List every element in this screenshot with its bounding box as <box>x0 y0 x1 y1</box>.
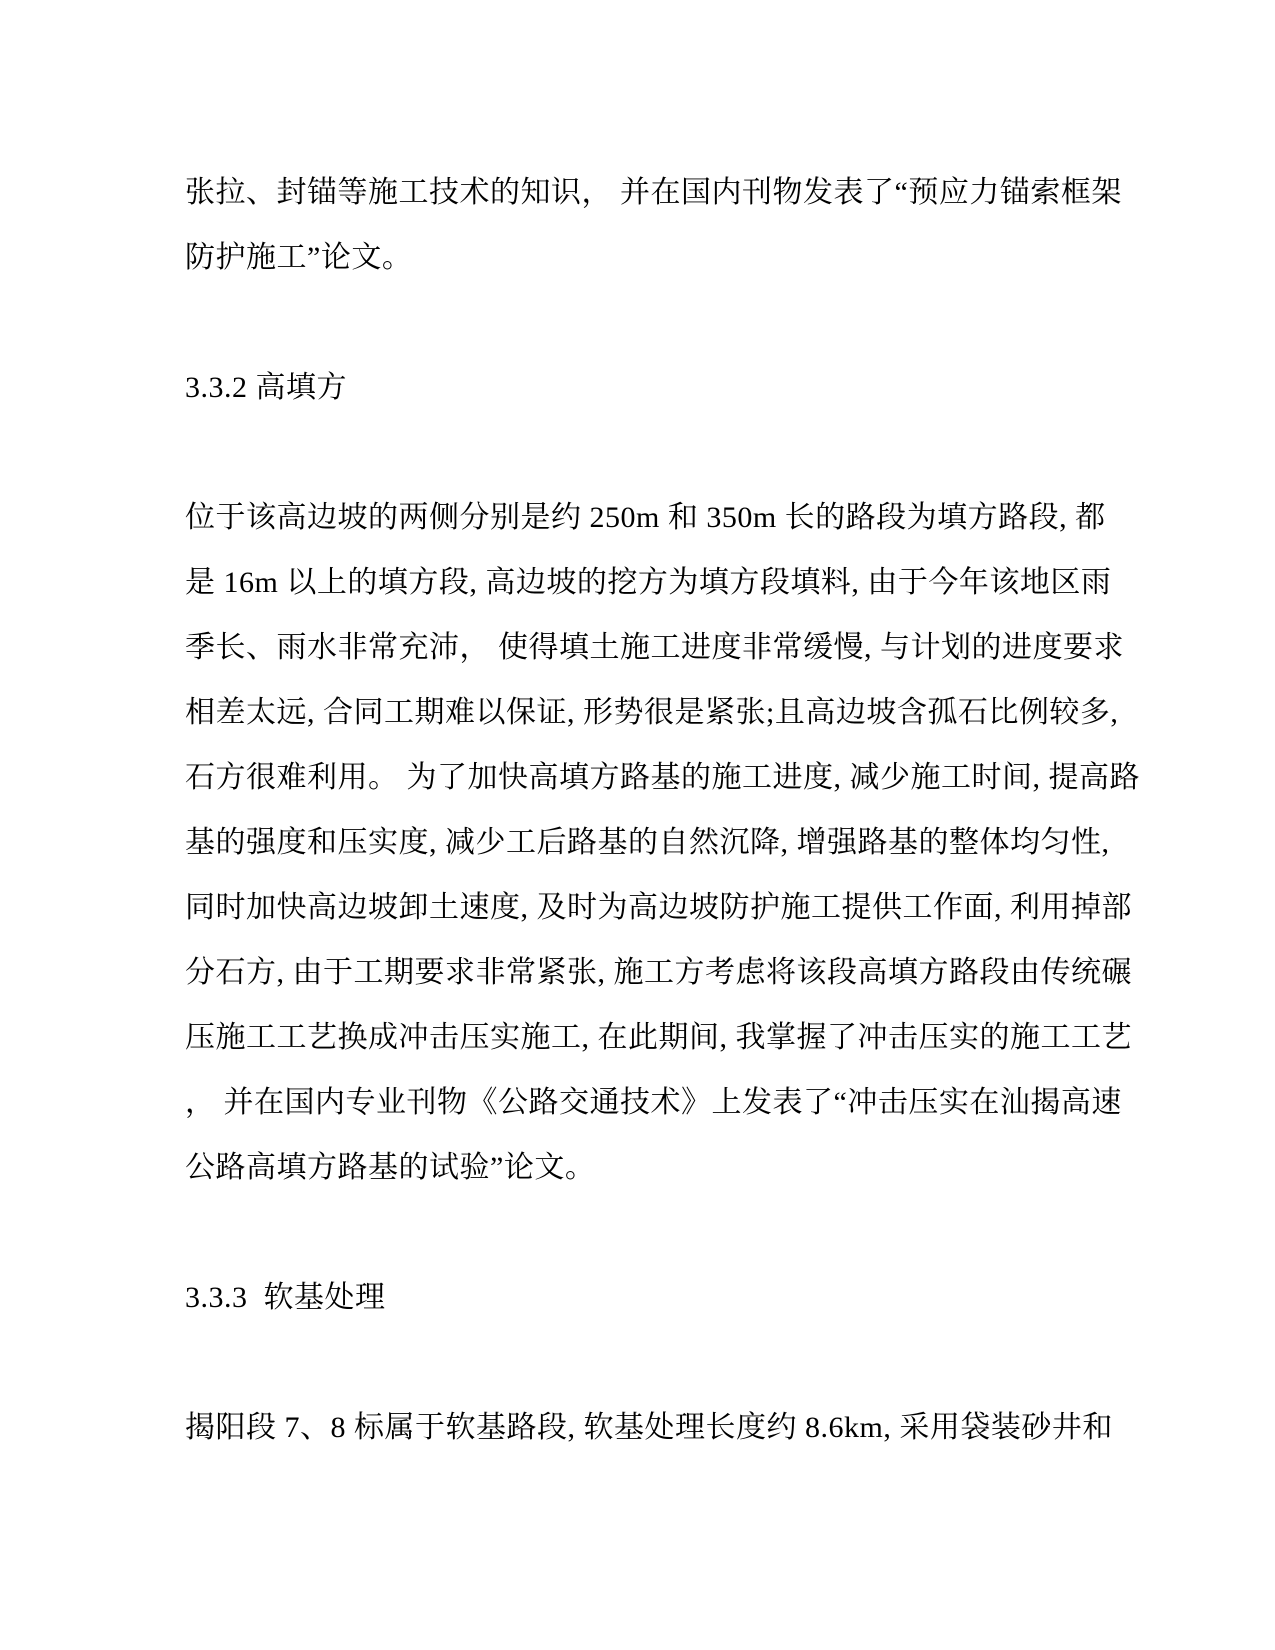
text-line: 基的强度和压实度, 减少工后路基的自然沉降, 增强路基的整体均匀性, <box>185 826 1110 859</box>
text-line: 揭阳段 7、8 标属于软基路段, 软基处理长度约 8.6km, 采用袋装砂井和 <box>185 1411 1113 1444</box>
text-line: 张拉、封锚等施工技术的知识， 并在国内刊物发表了“预应力锚索框架 <box>185 176 1122 209</box>
text-line: 位于该高边坡的两侧分别是约 250m 和 350m 长的路段为填方路段, 都 <box>185 501 1106 534</box>
text-line: 同时加快高边坡卸土速度, 及时为高边坡防护施工提供工作面, 利用掉部 <box>185 891 1132 924</box>
text-line: 是 16m 以上的填方段, 高边坡的挖方为填方段填料, 由于今年该地区雨 <box>185 566 1112 599</box>
text-line: 分石方, 由于工期要求非常紧张, 施工方考虑将该段高填方路段由传统碾 <box>185 956 1132 989</box>
paragraph-soft-base <box>185 1395 1115 1460</box>
paragraph-intro-end <box>185 160 1122 290</box>
text-line: 防护施工”论文。 <box>185 241 413 274</box>
text-line: 相差太远, 合同工期难以保证, 形势很是紧张;且高边坡含孤石比例较多, <box>185 696 1119 729</box>
text-line: 公路高填方路基的试验”论文。 <box>185 1151 596 1184</box>
section-heading-333: 3.3.3 软基处理 <box>185 1281 386 1314</box>
text-line: ， 并在国内专业刊物《公路交通技术》上发表了“冲击压实在汕揭高速 <box>185 1086 1122 1119</box>
section-heading-332: 3.3.2 高填方 <box>185 371 347 404</box>
text-line: 压施工工艺换成冲击压实施工, 在此期间, 我掌握了冲击压实的施工工艺 <box>185 1021 1132 1054</box>
paragraph-high-fill <box>185 485 1140 1200</box>
text-line: 季长、雨水非常充沛， 使得填土施工进度非常缓慢, 与计划的进度要求 <box>185 631 1124 664</box>
text-line: 石方很难利用。 为了加快高填方路基的施工进度, 减少施工时间, 提高路 <box>185 761 1140 794</box>
